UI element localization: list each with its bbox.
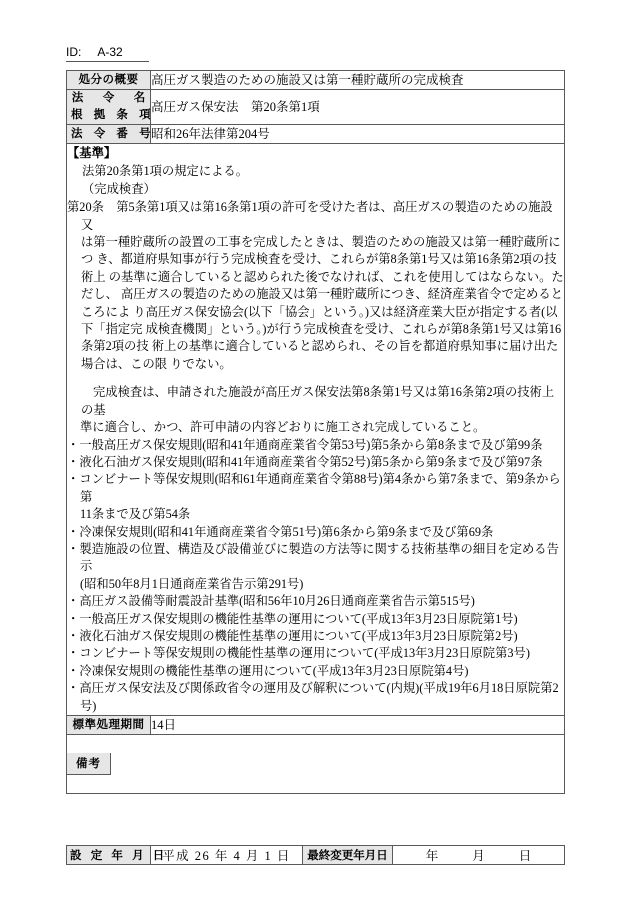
bullet-text: 一般高圧ガス保安規則の機能性基準の運用について(平成13年3月23日原院第1号) — [79, 611, 518, 626]
bullet-text: 冷凍保安規則の機能性基準の運用について(平成13年3月23日原院第4号) — [79, 663, 469, 678]
bullet-item — [67, 611, 564, 628]
criteria-bullet-list — [67, 437, 564, 716]
paragraph-line: 完成検査は、申請された施設が高圧ガス保安法第8条第1号又は第16条第2項の技術上の基 — [81, 385, 555, 417]
criteria-spacer — [67, 373, 564, 384]
bullet-marker-icon: ・ — [67, 524, 80, 539]
month-unit: 月 — [472, 849, 485, 863]
article-line: 術上の基準に適合していると認められ、その旨を都道府県知事に届け出た場合は、この限 — [81, 339, 559, 371]
summary-label: 処分の概要 — [67, 71, 151, 90]
bullet-item — [67, 471, 564, 506]
administrative-disposition-table — [66, 70, 565, 794]
law-number-value: 昭和26年法律第204号 — [151, 125, 565, 144]
year-unit: 年 — [425, 849, 439, 863]
bullet-text-continuation: 号) — [80, 698, 97, 713]
article-line: 高圧ガスの製造のための施設又は第一種貯蔵所につき、経済産業省令で定めるところによ — [81, 287, 563, 319]
criteria-intro: 法第20条第1項の規定による。 — [82, 164, 249, 179]
bullet-text: 液化石油ガス保安規則(昭和41年通商産業省令第52号)第5条から第9条まで及び第97条 — [79, 454, 543, 469]
bullet-marker-icon: ・ — [67, 472, 80, 487]
bullet-marker-icon: ・ — [67, 681, 80, 696]
bullet-text: 冷凍保安規則(昭和41年通商産業省令第51号)第6条から第9条まで及び第69条 — [79, 524, 494, 539]
bullet-item — [67, 437, 564, 454]
bullet-marker-icon: ・ — [67, 646, 80, 661]
law-name-label-line1: 法 令 名 — [71, 92, 150, 104]
criteria-title: 【基準】 — [67, 146, 117, 160]
bullet-item — [67, 593, 564, 610]
article-line: き、都道府県知事が行う完成検査を受け、これらが第8条第1号又は第16条第2項の技術上 — [81, 252, 557, 284]
article-line: り高圧ガス保安協会(以下「協会」という。)又は経済産業大臣が指定する者(以下「指定完 — [81, 304, 558, 337]
bullet-marker-icon: ・ — [67, 454, 80, 469]
table-row-summary — [67, 71, 565, 90]
bullet-marker-icon: ・ — [67, 628, 80, 643]
criteria-paragraph-block — [67, 384, 564, 436]
criteria-article-block — [67, 199, 564, 373]
bullet-marker-icon: ・ — [67, 594, 80, 609]
article-line: の基準に適合していると認められた後でなければ、これを使用してはならない。ただし、 — [81, 269, 564, 302]
set-date-label: 設 定 年 月 日 — [67, 846, 151, 865]
article-line: りでない。 — [170, 356, 232, 371]
bullet-item — [67, 645, 564, 662]
law-name-label — [67, 90, 155, 125]
table-row-criteria — [67, 144, 565, 716]
bullet-marker-icon: ・ — [67, 663, 80, 678]
law-name-label-line2: 根 拠 条 項 — [71, 109, 155, 121]
document-id-label: ID: — [66, 44, 83, 62]
summary-value: 高圧ガス製造のための施設又は第一種貯蔵所の完成検査 — [151, 71, 565, 90]
remarks-cell — [67, 735, 565, 794]
bullet-marker-icon: ・ — [67, 437, 80, 452]
article-line: は第一種貯蔵所の設置の工事を完成したときは、製造のための施設又は第一種貯蔵所につ — [81, 235, 561, 267]
footer-row — [67, 846, 565, 865]
bullet-item — [67, 524, 564, 541]
table-row-law-name — [67, 90, 565, 125]
bullet-text: 高圧ガス保安法及び関係政省令の運用及び解釈について(内規)(平成19年6月18日原院第2 — [79, 681, 559, 696]
day-unit: 日 — [518, 849, 532, 863]
article-line: 第20条 第5条第1項又は第16条第1項の許可を受けた者は、高圧ガスの製造のための施設又 — [67, 200, 553, 232]
bullet-item — [67, 541, 564, 576]
processing-period-value: 14日 — [151, 716, 565, 735]
table-row-processing-period — [67, 716, 565, 735]
bullet-text: 液化石油ガス保安規則の機能性基準の運用について(平成13年3月23日原院第2号) — [79, 628, 518, 643]
bullet-item — [67, 680, 564, 697]
bullet-text: 高圧ガス設備等耐震設計基準(昭和56年10月26日通商産業省告示第515号) — [79, 594, 475, 609]
table-row-remarks — [67, 735, 565, 794]
last-change-date-label: 最終変更年月日 — [303, 846, 393, 865]
bullet-item — [67, 454, 564, 471]
remarks-label: 備考 — [67, 753, 111, 775]
processing-period-label: 標準処理期間 — [67, 716, 151, 735]
footer-date-table — [66, 845, 565, 865]
criteria-cell — [67, 144, 565, 716]
bullet-item — [67, 663, 564, 680]
last-change-date-value — [393, 846, 565, 865]
document-id-header — [66, 44, 149, 62]
law-name-value: 高圧ガス保安法 第20条第1項 — [151, 90, 565, 125]
set-date-value: 平成 26 年 4 月 1 日 — [151, 846, 303, 865]
bullet-item — [67, 628, 564, 645]
bullet-marker-icon: ・ — [67, 611, 80, 626]
document-id-value: A-32 — [83, 44, 148, 62]
bullet-text: 一般高圧ガス保安規則(昭和41年通商産業省令第53号)第5条から第8条まで及び第99条 — [79, 437, 543, 452]
bullet-text: コンビナート等保安規則の機能性基準の運用について(平成13年3月23日原院第3号) — [79, 646, 530, 661]
law-number-label-text: 法 令 番 号 — [71, 127, 155, 140]
criteria-subtitle: （完成検査） — [82, 181, 156, 196]
bullet-text-continuation: (昭和50年8月1日通商産業省告示第291号) — [80, 576, 304, 591]
table-row-law-number — [67, 125, 565, 144]
law-number-label — [67, 125, 155, 144]
bullet-text: 製造施設の位置、構造及び設備並びに製造の方法等に関する技術基準の細目を定める告示 — [79, 541, 559, 574]
paragraph-line: 準に適合し、かつ、許可申請の内容どおりに施工され完成していること。 — [80, 420, 486, 435]
bullet-marker-icon: ・ — [67, 541, 80, 556]
bullet-text-continuation: 11条まで及び第54条 — [80, 507, 191, 522]
bullet-text: コンビナート等保安規則(昭和61年通商産業省令第88号)第4条から第7条まで、第9条から第 — [79, 472, 561, 504]
article-line: 成検査機関」という。)が行う完成検査を受け、これらが第8条第1号又は第16条第2項の技 — [81, 322, 562, 354]
